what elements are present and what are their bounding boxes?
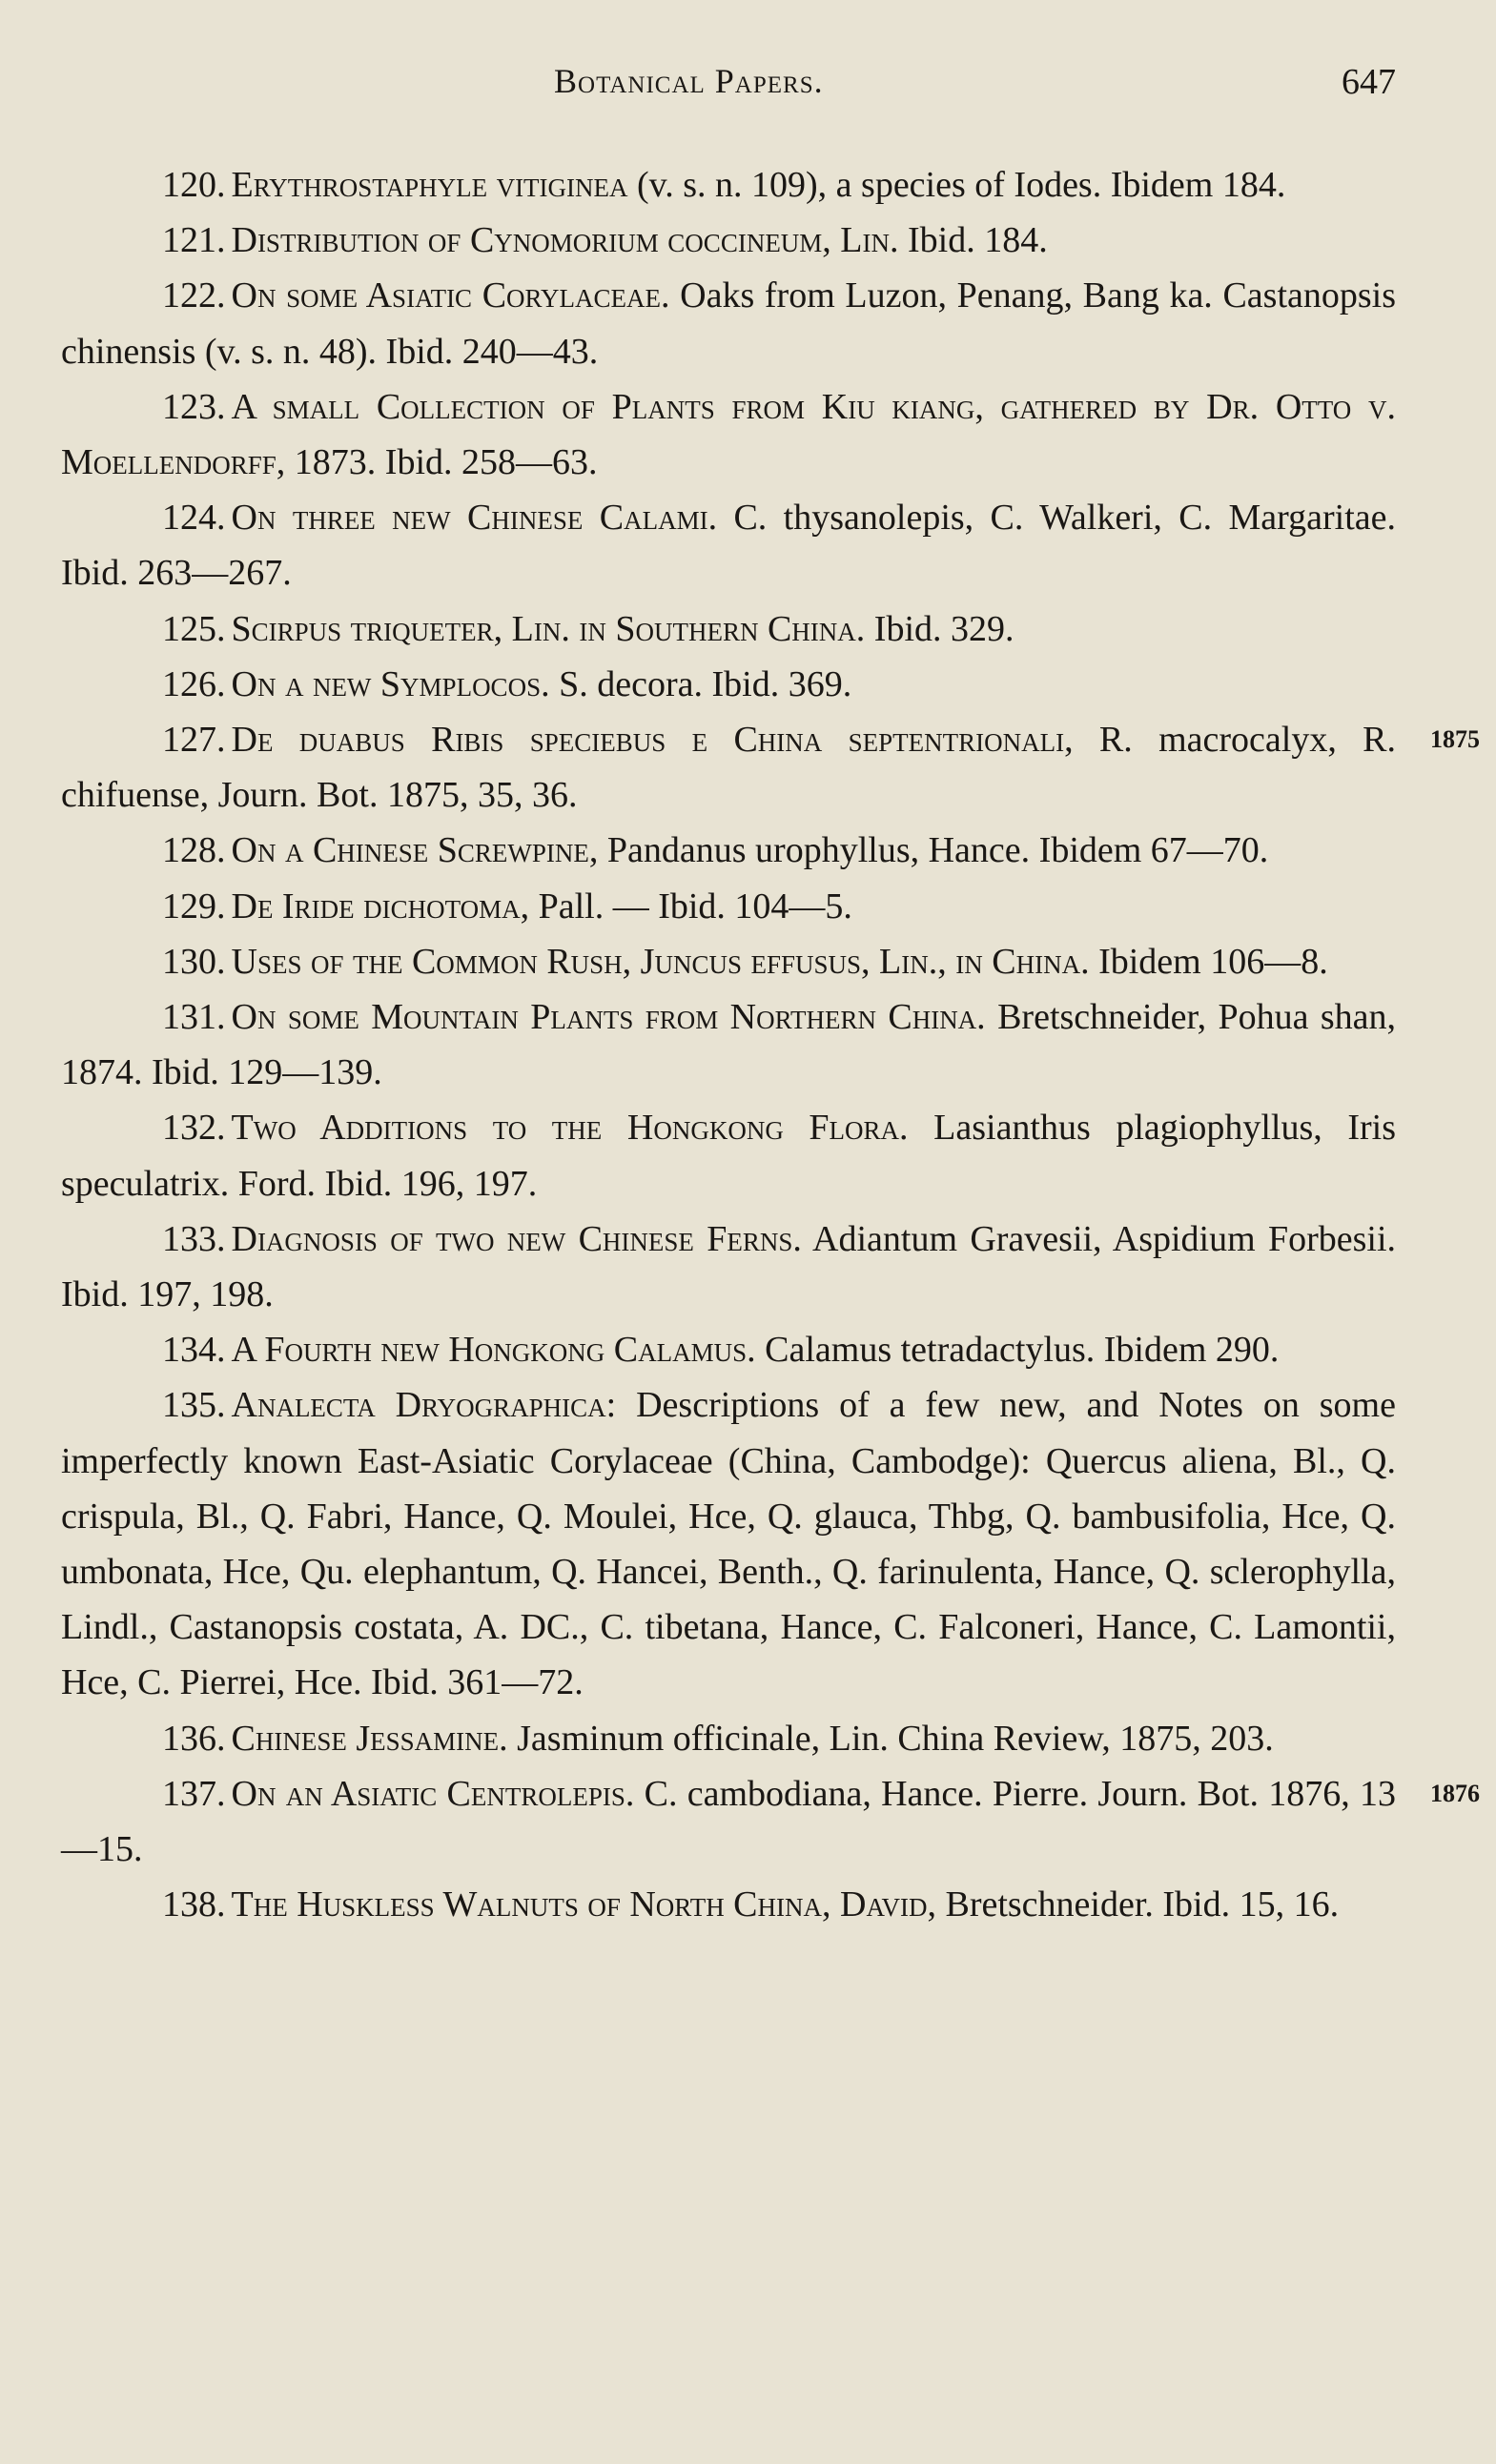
- margin-year: 1876: [1430, 1779, 1480, 1807]
- list-item: [61, 712, 1480, 823]
- list-item: [61, 268, 1396, 378]
- entry-number: 138.: [162, 1884, 226, 1925]
- entry-number: 122.: [162, 275, 226, 316]
- list-item: [61, 490, 1396, 601]
- entry-text: (v. s. n. 109), a species of Iodes. Ibidem 184.: [627, 165, 1286, 205]
- entry-title: On a new Symplocos.: [231, 663, 550, 704]
- list-item: [61, 989, 1396, 1100]
- list-item: [61, 601, 1396, 657]
- entry-number: 136.: [162, 1718, 226, 1759]
- entry-text: Adiantum Gravesii, Aspidium Forbesii. Ibid. 197, 198.: [61, 1218, 1397, 1315]
- entry-title: Two Additions to the Hongkong Flora.: [231, 1108, 909, 1149]
- list-item: [61, 379, 1396, 490]
- entry-title: On some Asiatic Corylaceae.: [231, 275, 670, 316]
- page-header: [61, 61, 1396, 118]
- list-item: [61, 1766, 1480, 1877]
- entry-text: Lasianthus plagiophyllus, Iris speculatrix. Ford. Ibid. 196, 197.: [61, 1108, 1396, 1204]
- entry-title: A Fourth new Hongkong Calamus.: [231, 1330, 756, 1371]
- margin-year: 1875: [1430, 725, 1480, 754]
- entry-number: 132.: [162, 1108, 226, 1149]
- entry-title: Analecta Dryographica:: [231, 1385, 617, 1426]
- entry-number: 130.: [162, 941, 226, 982]
- running-head: Botanical Papers.: [554, 62, 824, 100]
- list-item: [61, 823, 1396, 878]
- entry-number: 128.: [162, 830, 226, 871]
- entry-number: 123.: [162, 386, 226, 427]
- entry-text: Ibidem 106—8.: [1089, 941, 1328, 982]
- page-number: 647: [1342, 62, 1396, 102]
- entry-title: On three new Chinese Calami.: [231, 498, 718, 539]
- entry-text: Jasminum officinale, Lin. China Review, 1875, 203.: [507, 1718, 1274, 1759]
- entry-number: 125.: [162, 608, 226, 649]
- entry-text: C. cambodiana, Hance. Pierre. Journ. Bot. 1876, 13—15.: [61, 1773, 1396, 1870]
- entry-title: Scirpus triqueter, Lin. in Southern China.: [231, 608, 866, 649]
- entry-number: 134.: [162, 1330, 226, 1371]
- entry-number: 121.: [162, 220, 226, 261]
- entry-text: S. decora. Ibid. 369.: [549, 663, 852, 704]
- entry-text: R. macrocalyx, R. chifuense, Journ. Bot. 1875, 35, 36.: [61, 720, 1396, 816]
- list-item: [61, 1322, 1396, 1377]
- entry-text: Pall. — Ibid. 104—5.: [529, 886, 852, 927]
- list-item: [61, 879, 1396, 934]
- entry-number: 129.: [162, 886, 226, 927]
- entry-title: A small Collection of Plants from Kiu kiang, gathered by Dr. Otto v. Moellendorff,: [61, 386, 1396, 483]
- entry-text: Bretschneider. Ibid. 15, 16.: [935, 1884, 1340, 1925]
- entry-text: C. thysanolepis, C. Walkeri, C. Margaritae. Ibid. 263—267.: [61, 498, 1396, 594]
- entry-number: 120.: [162, 165, 226, 205]
- entry-text: Oaks from Luzon, Penang, Bang ka. Castanopsis chinensis (v. s. n. 48). Ibid. 240—43.: [61, 275, 1396, 372]
- list-item: [61, 213, 1396, 268]
- list-item: [61, 1711, 1396, 1766]
- entry-text: Ibid. 329.: [865, 608, 1014, 649]
- entry-title: On an Asiatic Centrolepis.: [231, 1773, 635, 1814]
- entry-title: Distribution of Cynomorium coccineum, Lin.: [231, 220, 899, 261]
- entry-text: Pandanus urophyllus, Hance. Ibidem 67—70.: [598, 830, 1269, 871]
- entry-text: Ibid. 184.: [898, 220, 1048, 261]
- entry-number: 137.: [162, 1773, 226, 1814]
- entry-title: On a Chinese Screwpine,: [231, 830, 599, 871]
- entry-list: [61, 157, 1480, 1933]
- entry-title: Uses of the Common Rush, Juncus effusus, Lin., in China.: [231, 941, 1090, 982]
- entry-number: 135.: [162, 1385, 226, 1426]
- list-item: [61, 1212, 1396, 1322]
- entry-title: On some Mountain Plants from Northern China.: [231, 997, 986, 1038]
- entry-text: Bretschneider, Pohua shan, 1874. Ibid. 129—139.: [61, 997, 1396, 1093]
- entry-number: 131.: [162, 997, 226, 1038]
- list-item: [61, 1377, 1396, 1710]
- entry-title: Diagnosis of two new Chinese Ferns.: [231, 1218, 802, 1259]
- entry-number: 126.: [162, 663, 226, 704]
- entry-text: 1873. Ibid. 258—63.: [285, 442, 598, 483]
- entry-title: De duabus Ribis speciebus e China septentrionali,: [231, 720, 1074, 761]
- entry-number: 133.: [162, 1218, 226, 1259]
- list-item: [61, 1877, 1396, 1932]
- entry-number: 127.: [162, 720, 226, 761]
- entry-title: Erythrostaphyle vitiginea: [231, 165, 628, 205]
- entry-number: 124.: [162, 498, 226, 539]
- entry-title: The Huskless Walnuts of North China, David,: [231, 1884, 936, 1925]
- list-item: [61, 657, 1396, 712]
- entry-text: Descriptions of a few new, and Notes on some imperfectly known East-Asiatic Corylaceae (China, Cambodge): Quercus aliena, Bl., Q. crispula, Bl., Q. Fabri, Hance, Q. Moulei, Hce, Q. glauca, Thbg, Q. bambusifolia, Hce, Q. umbonata, Hce, Qu. elephantum, Q. Hancei, Benth., Q. farinulenta, Hance, Q. sclerophylla, Lindl., Castanopsis costata, A. DC., C. tibetana, Hance, C. Falconeri, Hance, C. Lamontii, Hce, C. Pierrei, Hce. Ibid. 361—72.: [61, 1385, 1396, 1703]
- list-item: [61, 157, 1396, 213]
- entry-text: Calamus tetradactylus. Ibidem 290.: [755, 1330, 1280, 1371]
- list-item: [61, 934, 1396, 989]
- entry-title: Chinese Jessamine.: [231, 1718, 508, 1759]
- entry-title: De Iride dichotoma,: [231, 886, 530, 927]
- list-item: [61, 1100, 1396, 1211]
